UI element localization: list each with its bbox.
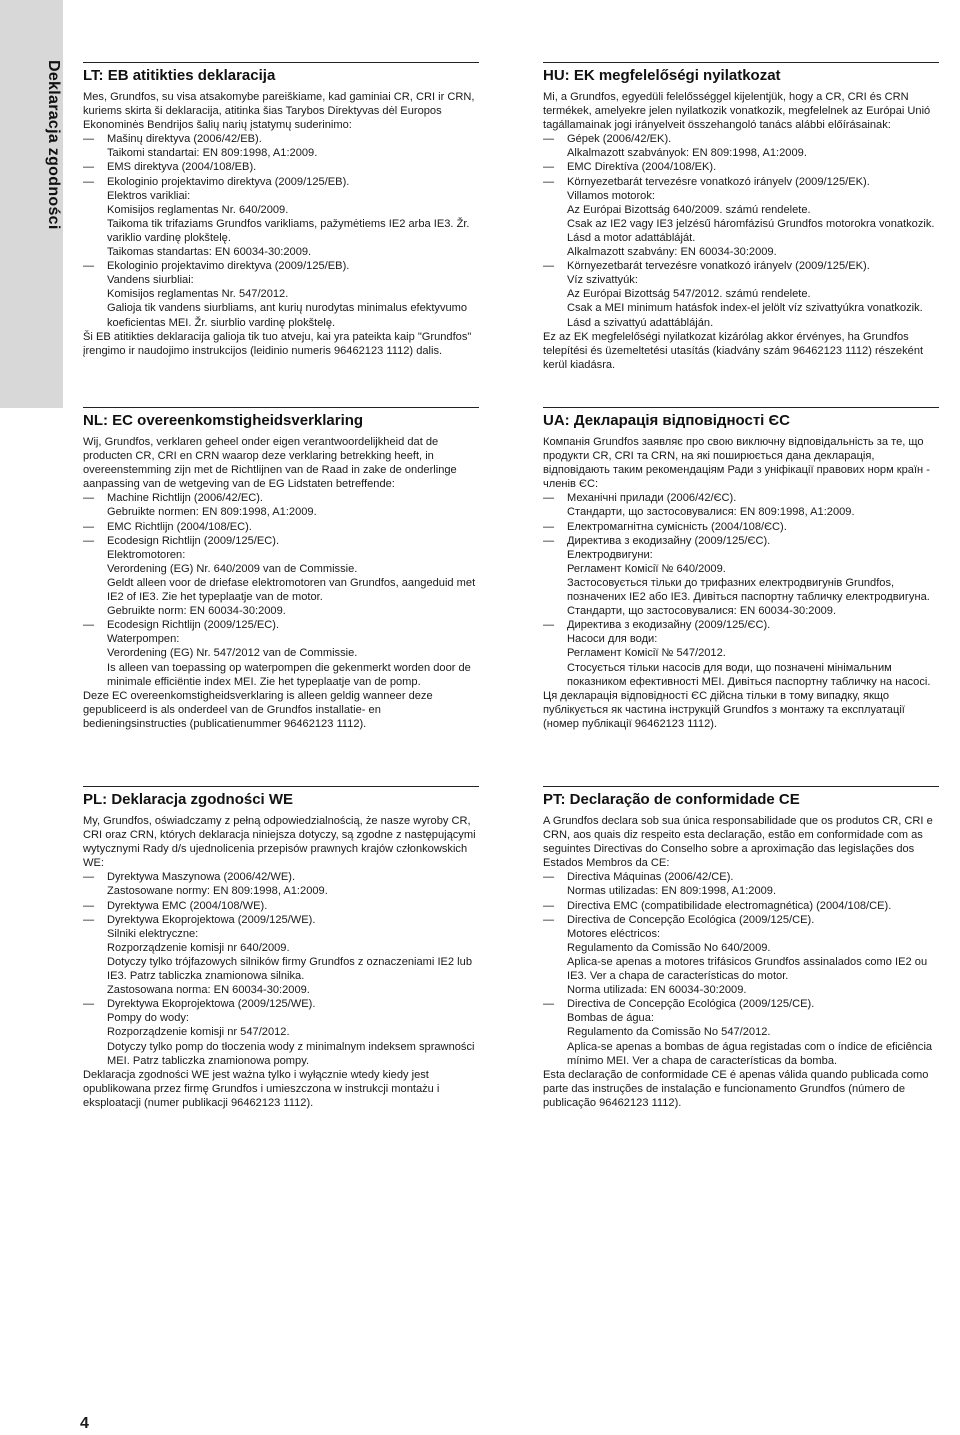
left-column (83, 62, 479, 1109)
directive-item: — Gépek (2006/42/EK). (543, 132, 939, 146)
directive-item: — Dyrektywa Maszynowa (2006/42/WE). (83, 870, 479, 884)
section-title: NL: EC overeenkomstigheidsverklaring (83, 412, 364, 429)
directive-detail: Стандарти, що застосовувалися: EN 60034-30:2009. (567, 605, 837, 618)
directive-list (83, 491, 479, 688)
section-intro: Компанія Grundfos заявляє про свою виключну відповідальність за те, що продукти CR, CRI та CRN, на які поширюється дана декларація, відповідають таким рекомендаціям Ради з уніфікації правових норм країн - членів ЄС: (543, 436, 930, 491)
directive-detail: Aplica-se apenas a bombas de água registadas com o índice de eficiência mínimo MEI. Ver a chapa de características da bomba. (567, 1040, 933, 1067)
directive-detail: Villamos motorok: (567, 189, 655, 202)
directive-detail: Regulamento da Comissão No 640/2009. (567, 941, 771, 954)
side-tab-label: Deklaracja zgodności (45, 60, 62, 230)
directive-item: — Környezetbarát tervezésre vonatkozó irányelv (2009/125/EK). (543, 259, 939, 273)
directive-item: — Directiva EMC (compatibilidade electromagnética) (2004/108/CE). (543, 899, 939, 913)
directive-detail: Is alleen van toepassing op waterpompen die gekenmerkt worden door de minimale efficiëntie index MEI. Zie het typeplaatje van de pomp. (107, 661, 471, 688)
directive-item: — Directiva de Concepção Ecológica (2009/125/CE). (543, 997, 939, 1011)
directive-list (83, 870, 479, 1067)
directive-detail: Waterpompen: (107, 633, 180, 646)
right-column (543, 62, 939, 1109)
directive-detail: Motores eléctricos: (567, 927, 661, 940)
directive-list (83, 132, 479, 329)
directive-detail: Taikomi standartai: EN 809:1998, A1:2009. (107, 147, 318, 160)
directive-item: — Machine Richtlijn (2006/42/EC). (83, 491, 479, 505)
section-intro: Mi, a Grundfos, egyedüli felelősséggel kijelentjük, hogy a CR, CRI és CRN termékek, amelyekre jelen nyilatkozik vonatkozik, megfelelnek az Európai Unió tagállamainak jogi irányelveit összehangoló tanács alábbi előírásainak: (543, 91, 931, 132)
directive-detail: Rozporządzenie komisji nr 640/2009. (107, 941, 290, 954)
section-title: PL: Deklaracja zgodności WE (83, 791, 294, 808)
section-closing: Deze EC overeenkomstigheidsverklaring is alleen geldig wanneer deze gepubliceerd is als onderdeel van de Grundfos installatie- en bedieningsinstructies (publicatienummer 96462123 1112). (83, 689, 433, 730)
directive-item: — EMC Richtlijn (2004/108/EC). (83, 520, 479, 534)
directive-item: — Directiva Máquinas (2006/42/CE). (543, 870, 939, 884)
directive-detail: Normas utilizadas: EN 809:1998, A1:2009. (567, 885, 777, 898)
directive-list (543, 870, 939, 1067)
directive-item: — Ekologinio projektavimo direktyva (2009/125/EB). (83, 259, 479, 273)
section-title: HU: EK megfelelőségi nyilatkozat (543, 67, 781, 84)
section-intro: My, Grundfos, oświadczamy z pełną odpowiedzialnością, że nasze wyroby CR, CRI oraz CRN, których deklaracja niniejsza dotyczy, są zgodne z następującymi wytycznymi Rady d/s ujednolicenia przepisów prawnych krajów członkowskich WE: (83, 815, 476, 870)
directive-detail: Стосується тільки насосів для води, що позначені мінімальним показником ефективності MEI. Дивіться паспортну табличку на насосі. (567, 661, 931, 688)
directive-detail: Gebruikte norm: EN 60034-30:2009. (107, 605, 286, 618)
directive-detail: Vandens siurbliai: (107, 274, 194, 287)
directive-item: — Ecodesign Richtlijn (2009/125/EC). (83, 618, 479, 632)
directive-detail: Стандарти, що застосовувалися: EN 809:1998, A1:2009. (567, 506, 855, 519)
directive-detail: Komisijos reglamentas Nr. 640/2009. (107, 203, 289, 216)
directive-item: — Механічні прилади (2006/42/ЄС). (543, 491, 939, 505)
directive-detail: Регламент Комісії № 547/2012. (567, 647, 726, 660)
section-intro: A Grundfos declara sob sua única responsabilidade que os produtos CR, CRI e CRN, aos quais diz respeito esta declaração, estão em conformidade com as seguintes Directivas do Conselho sobre a aproximação das legislações dos Estados Membros da CE: (543, 815, 933, 870)
directive-detail: Dotyczy tylko pomp do tłoczenia wody z minimalnym indeksem sprawności MEI. Patrz tabliczka znamionowa pompy. (107, 1040, 475, 1067)
directive-detail: Alkalmazott szabványok: EN 809:1998, A1:2009. (567, 147, 807, 160)
directive-item: — EMS direktyva (2004/108/EB). (83, 160, 479, 174)
directive-detail: Gebruikte normen: EN 809:1998, A1:2009. (107, 506, 317, 519)
directive-item: — Електромагнітна сумісність (2004/108/ЄС). (543, 520, 939, 534)
section-closing: Ez az EK megfelelőségi nyilatkozat kizárólag akkor érvényes, ha Grundfos telepítési és üzemeltetési utasítás (kiadvány szám 96462123 1112) részeként kerül kiadásra. (543, 330, 924, 371)
section-hu (543, 62, 939, 387)
directive-detail: Taikomas standartas: EN 60034-30:2009. (107, 246, 312, 259)
directive-item: — Ecodesign Richtlijn (2009/125/EC). (83, 534, 479, 548)
directive-list (543, 132, 939, 329)
directive-detail: Pompy do wody: (107, 1012, 190, 1025)
directive-item: — Mašinų direktyva (2006/42/EB). (83, 132, 479, 146)
directive-detail: Norma utilizada: EN 60034-30:2009. (567, 984, 747, 997)
directive-list (543, 491, 939, 688)
section-intro: Wij, Grundfos, verklaren geheel onder eigen verantwoordelijkheid dat de producten CR, CRI en CRN waarop deze verklaring betrekking heeft, in overeenstemming zijn met de Richtlijnen van de Raad in zake de onderlinge aanpassing van de wetgeving van de EG Lidstaten betreffende: (83, 436, 457, 491)
directive-item: — Környezetbarát tervezésre vonatkozó irányelv (2009/125/EK). (543, 175, 939, 189)
directive-item: — Dyrektywa Ekoprojektowa (2009/125/WE). (83, 997, 479, 1011)
directive-detail: Regulamento da Comissão No 547/2012. (567, 1026, 771, 1039)
directive-detail: Verordening (EG) Nr. 640/2009 van de Commissie. (107, 562, 358, 575)
directive-item: — Директива з екодизайну (2009/125/ЄС). (543, 534, 939, 548)
directive-detail: Az Európai Bizottság 547/2012. számú rendelete. (567, 288, 811, 301)
directive-detail: Csak a MEI minimum hatásfok index-el jelölt víz szivattyúkra vonatkozik. Lásd a szivattyú adattábláján. (567, 302, 923, 329)
section-ua (543, 407, 939, 764)
directive-item: — Directiva de Concepção Ecológica (2009/125/CE). (543, 913, 939, 927)
directive-item: — Dyrektywa EMC (2004/108/WE). (83, 899, 479, 913)
directive-item: — Директива з екодизайну (2009/125/ЄС). (543, 618, 939, 632)
directive-detail: Електродвигуни: (567, 548, 653, 561)
directive-detail: Elektromotoren: (107, 548, 186, 561)
directive-detail: Zastosowana norma: EN 60034-30:2009. (107, 984, 310, 997)
directive-detail: Komisijos reglamentas Nr. 547/2012. (107, 288, 289, 301)
directive-item: — Ekologinio projektavimo direktyva (2009/125/EB). (83, 175, 479, 189)
directive-detail: Csak az IE2 vagy IE3 jelzésű háromfázisú Grundfos motorokra vonatkozik. Lásd a motor adattábláját. (567, 217, 935, 244)
directive-detail: Verordening (EG) Nr. 547/2012 van de Commissie. (107, 647, 358, 660)
section-pt (543, 786, 939, 1109)
section-nl (83, 407, 479, 764)
page-number: 4 (80, 1415, 89, 1432)
directive-detail: Zastosowane normy: EN 809:1998, A1:2009. (107, 885, 328, 898)
directive-detail: Застосовується тільки до трифазних електродвигунів Grundfos, позначених IE2 або IE3. Дивіться паспортну табличку електродвигуна. (567, 576, 930, 604)
section-title: PT: Declaração de conformidade CE (543, 791, 800, 808)
directive-detail: Регламент Комісії № 640/2009. (567, 562, 726, 575)
section-closing: Esta declaração de conformidade CE é apenas válida quando publicada como parte das instruções de instalação e funcionamento Grundfos (número de publicação 96462123 1112). (543, 1068, 929, 1109)
section-lt (83, 62, 479, 387)
directive-detail: Насоси для води: (567, 633, 658, 646)
section-closing: Ši EB atitikties deklaracija galioja tik tuo atveju, kai yra pateikta kaip "Grundfos" įrengimo ir naudojimo instrukcijos (leidinio numeris 96462123 1112) dalis. (83, 330, 472, 357)
directive-detail: Elektros varikliai: (107, 189, 191, 202)
directive-detail: Az Európai Bizottság 640/2009. számú rendelete. (567, 203, 811, 216)
section-closing: Deklaracja zgodności WE jest ważna tylko i wyłącznie wtedy kiedy jest opublikowana przez firmę Grundfos i umieszczona w instrukcji montażu i eksploatacji (numer publikacji 96462123 1112). (83, 1068, 440, 1109)
section-title: LT: EB atitikties deklaracija (83, 67, 276, 84)
directive-detail: Dotyczy tylko trójfazowych silników firmy Grundfos z oznaczeniami IE2 lub IE3. Patrz tabliczka znamionowa silnika. (107, 955, 472, 983)
directive-detail: Aplica-se apenas a motores trifásicos Grundfos assinalados como IE2 ou IE3. Ver a chapa de características do motor. (567, 955, 928, 983)
directive-detail: Bombas de água: (567, 1012, 654, 1025)
directive-detail: Silniki elektryczne: (107, 927, 199, 940)
directive-item: — EMC Direktíva (2004/108/EK). (543, 160, 939, 174)
directive-detail: Rozporządzenie komisji nr 547/2012. (107, 1026, 290, 1039)
section-title: UA: Декларація відповідності ЄС (543, 412, 791, 429)
section-intro: Mes, Grundfos, su visa atsakomybe pareiškiame, kad gaminiai CR, CRI ir CRN, kuriems skirta ši deklaracija, atitinka šias Tarybos Direktyvas dėl Europos Ekonominės Bendrijos šalių narių įstatymų suderinimo: (83, 91, 475, 132)
directive-item: — Dyrektywa Ekoprojektowa (2009/125/WE). (83, 913, 479, 927)
section-pl (83, 786, 479, 1109)
directive-detail: Taikoma tik trifaziams Grundfos varikliams, pažymėtiems IE2 arba IE3. Žr. variklio vardinę plokštelę. (107, 217, 470, 244)
side-tab (0, 0, 63, 408)
directive-detail: Geldt alleen voor de driefase elektromotoren van Grundfos, aangeduid met IE2 of IE3. Zie het typeplaatje van de motor. (107, 576, 476, 604)
section-closing: Ця декларація відповідності ЄС дійсна тільки в тому випадку, якщо публікується як частина інструкцій Grundfos з монтажу та експлуатації (номер публікації 96462123 1112). (543, 689, 905, 730)
directive-detail: Víz szivattyúk: (567, 274, 638, 287)
directive-detail: Alkalmazott szabvány: EN 60034-30:2009. (567, 246, 777, 259)
directive-detail: Galioja tik vandens siurbliams, ant kurių nurodytas minimalus efektyvumo koeficientas MEI. Žr. siurblio vardinę plokštelę. (107, 302, 468, 329)
